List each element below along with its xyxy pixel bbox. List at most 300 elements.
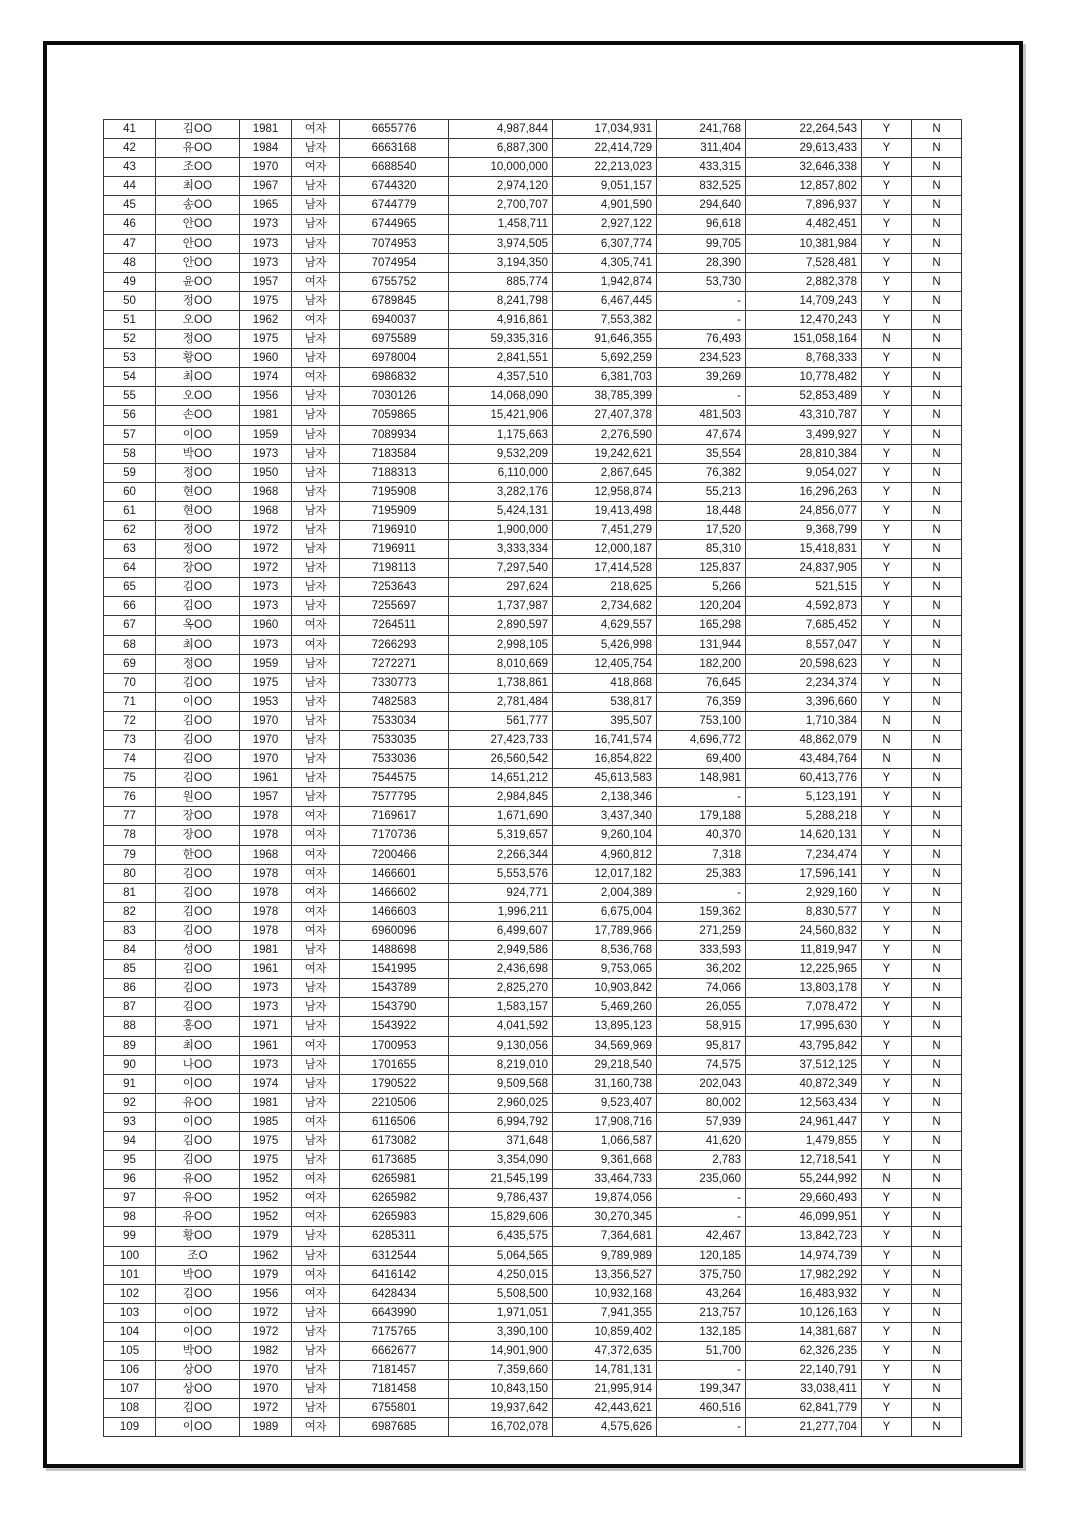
- cell-id: 7196910: [340, 520, 449, 539]
- cell-gender: 남자: [292, 387, 340, 406]
- table-row: [104, 406, 962, 425]
- cell-total: 40,872,349: [746, 1074, 862, 1093]
- cell-name: 현OO: [156, 482, 240, 501]
- cell-flag2: N: [912, 520, 962, 539]
- cell-total: 29,613,433: [746, 139, 862, 158]
- cell-year: 1970: [240, 731, 292, 750]
- cell-flag2: N: [912, 1208, 962, 1227]
- cell-total: 22,264,543: [746, 120, 862, 139]
- cell-amt1: 2,949,586: [449, 941, 553, 960]
- cell-flag2: N: [912, 444, 962, 463]
- cell-flag2: N: [912, 559, 962, 578]
- cell-no: 101: [104, 1265, 156, 1284]
- table-row: [104, 349, 962, 368]
- cell-id: 7533035: [340, 731, 449, 750]
- cell-amt1: 14,651,212: [449, 769, 553, 788]
- cell-year: 1973: [240, 1055, 292, 1074]
- cell-year: 1970: [240, 711, 292, 730]
- cell-flag2: N: [912, 1284, 962, 1303]
- cell-gender: 여자: [292, 158, 340, 177]
- cell-amt3: 120,204: [657, 597, 746, 616]
- cell-total: 9,368,799: [746, 520, 862, 539]
- cell-amt1: 27,423,733: [449, 731, 553, 750]
- cell-name: 박OO: [156, 444, 240, 463]
- cell-flag2: N: [912, 654, 962, 673]
- cell-total: 24,961,447: [746, 1112, 862, 1131]
- cell-gender: 여자: [292, 1189, 340, 1208]
- cell-year: 1975: [240, 1151, 292, 1170]
- cell-amt1: 1,900,000: [449, 520, 553, 539]
- table-row: [104, 1017, 962, 1036]
- cell-amt1: 2,974,120: [449, 177, 553, 196]
- cell-id: 7195908: [340, 482, 449, 501]
- cell-name: 황OO: [156, 1227, 240, 1246]
- cell-amt2: 6,307,774: [553, 234, 657, 253]
- cell-amt2: 17,414,528: [553, 559, 657, 578]
- cell-total: 16,296,263: [746, 482, 862, 501]
- cell-flag1: Y: [862, 1361, 912, 1380]
- cell-no: 94: [104, 1131, 156, 1150]
- cell-name: 원OO: [156, 788, 240, 807]
- cell-amt1: 3,974,505: [449, 234, 553, 253]
- cell-flag1: Y: [862, 616, 912, 635]
- cell-gender: 여자: [292, 960, 340, 979]
- cell-amt2: 8,536,768: [553, 941, 657, 960]
- cell-name: 손OO: [156, 406, 240, 425]
- cell-amt2: 12,017,182: [553, 864, 657, 883]
- cell-gender: 여자: [292, 120, 340, 139]
- cell-flag1: Y: [862, 253, 912, 272]
- cell-gender: 남자: [292, 291, 340, 310]
- cell-amt2: 9,789,989: [553, 1246, 657, 1265]
- cell-amt2: 91,646,355: [553, 330, 657, 349]
- table-row: [104, 310, 962, 329]
- cell-total: 16,483,932: [746, 1284, 862, 1303]
- cell-amt1: 8,241,798: [449, 291, 553, 310]
- cell-flag1: Y: [862, 1093, 912, 1112]
- cell-flag1: Y: [862, 1303, 912, 1322]
- cell-gender: 남자: [292, 425, 340, 444]
- table-row: [104, 501, 962, 520]
- cell-flag2: N: [912, 425, 962, 444]
- cell-amt2: 9,260,104: [553, 826, 657, 845]
- cell-total: 32,646,338: [746, 158, 862, 177]
- cell-amt3: -: [657, 788, 746, 807]
- cell-no: 80: [104, 864, 156, 883]
- cell-flag1: Y: [862, 1322, 912, 1341]
- cell-id: 7482583: [340, 692, 449, 711]
- cell-no: 76: [104, 788, 156, 807]
- cell-flag2: N: [912, 1074, 962, 1093]
- table-row: [104, 998, 962, 1017]
- cell-amt2: 4,901,590: [553, 196, 657, 215]
- cell-gender: 남자: [292, 597, 340, 616]
- cell-flag1: Y: [862, 234, 912, 253]
- cell-no: 88: [104, 1017, 156, 1036]
- cell-no: 60: [104, 482, 156, 501]
- cell-gender: 남자: [292, 501, 340, 520]
- cell-total: 22,140,791: [746, 1361, 862, 1380]
- cell-id: 1543922: [340, 1017, 449, 1036]
- cell-no: 71: [104, 692, 156, 711]
- cell-amt1: 4,916,861: [449, 310, 553, 329]
- cell-amt2: 418,868: [553, 673, 657, 692]
- cell-id: 6173082: [340, 1131, 449, 1150]
- cell-name: 이OO: [156, 1112, 240, 1131]
- cell-no: 77: [104, 807, 156, 826]
- cell-id: 7196911: [340, 540, 449, 559]
- cell-flag2: N: [912, 1055, 962, 1074]
- cell-flag1: Y: [862, 654, 912, 673]
- cell-year: 1978: [240, 864, 292, 883]
- cell-name: 장OO: [156, 826, 240, 845]
- cell-flag1: Y: [862, 444, 912, 463]
- cell-flag1: Y: [862, 158, 912, 177]
- cell-name: 황OO: [156, 349, 240, 368]
- table-row: [104, 1303, 962, 1322]
- table-row: [104, 769, 962, 788]
- cell-gender: 남자: [292, 941, 340, 960]
- cell-id: 6428434: [340, 1284, 449, 1303]
- cell-no: 107: [104, 1380, 156, 1399]
- cell-no: 95: [104, 1151, 156, 1170]
- cell-total: 17,995,630: [746, 1017, 862, 1036]
- cell-total: 43,310,787: [746, 406, 862, 425]
- table-row: [104, 1361, 962, 1380]
- cell-total: 12,470,243: [746, 310, 862, 329]
- cell-no: 54: [104, 368, 156, 387]
- cell-no: 106: [104, 1361, 156, 1380]
- cell-no: 81: [104, 883, 156, 902]
- cell-id: 6265981: [340, 1170, 449, 1189]
- cell-year: 1952: [240, 1189, 292, 1208]
- table-row: [104, 1055, 962, 1074]
- cell-total: 43,484,764: [746, 750, 862, 769]
- cell-total: 37,512,125: [746, 1055, 862, 1074]
- cell-flag1: Y: [862, 807, 912, 826]
- cell-gender: 남자: [292, 139, 340, 158]
- cell-amt2: 9,361,668: [553, 1151, 657, 1170]
- cell-name: 유OO: [156, 1170, 240, 1189]
- cell-total: 20,598,623: [746, 654, 862, 673]
- records-table-body: [104, 120, 962, 1437]
- cell-gender: 남자: [292, 1246, 340, 1265]
- cell-total: 28,810,384: [746, 444, 862, 463]
- cell-total: 5,288,218: [746, 807, 862, 826]
- cell-flag1: Y: [862, 960, 912, 979]
- cell-name: 오OO: [156, 387, 240, 406]
- cell-no: 70: [104, 673, 156, 692]
- cell-name: 김OO: [156, 1284, 240, 1303]
- cell-flag1: Y: [862, 1189, 912, 1208]
- cell-gender: 남자: [292, 540, 340, 559]
- cell-no: 105: [104, 1342, 156, 1361]
- cell-amt3: 202,043: [657, 1074, 746, 1093]
- cell-flag1: Y: [862, 1246, 912, 1265]
- cell-amt3: -: [657, 387, 746, 406]
- cell-amt1: 1,971,051: [449, 1303, 553, 1322]
- cell-flag1: Y: [862, 1151, 912, 1170]
- table-row: [104, 1112, 962, 1131]
- table-row: [104, 1170, 962, 1189]
- cell-name: 김OO: [156, 902, 240, 921]
- cell-total: 4,482,451: [746, 215, 862, 234]
- cell-amt2: 19,242,621: [553, 444, 657, 463]
- cell-amt1: 9,130,056: [449, 1036, 553, 1055]
- table-row: [104, 196, 962, 215]
- table-row: [104, 540, 962, 559]
- cell-amt3: 85,310: [657, 540, 746, 559]
- cell-name: 박OO: [156, 1342, 240, 1361]
- cell-year: 1973: [240, 253, 292, 272]
- cell-amt1: 1,738,861: [449, 673, 553, 692]
- cell-flag1: Y: [862, 998, 912, 1017]
- cell-amt2: 7,553,382: [553, 310, 657, 329]
- cell-amt2: 27,407,378: [553, 406, 657, 425]
- cell-no: 63: [104, 540, 156, 559]
- cell-gender: 여자: [292, 310, 340, 329]
- cell-year: 1973: [240, 635, 292, 654]
- cell-amt1: 371,648: [449, 1131, 553, 1150]
- cell-flag2: N: [912, 711, 962, 730]
- table-row: [104, 1322, 962, 1341]
- cell-flag2: N: [912, 1170, 962, 1189]
- cell-flag1: Y: [862, 1265, 912, 1284]
- table-row: [104, 444, 962, 463]
- cell-id: 6285311: [340, 1227, 449, 1246]
- cell-gender: 남자: [292, 750, 340, 769]
- cell-gender: 여자: [292, 272, 340, 291]
- table-row: [104, 1131, 962, 1150]
- cell-name: 김OO: [156, 731, 240, 750]
- cell-flag1: Y: [862, 979, 912, 998]
- cell-amt3: 76,359: [657, 692, 746, 711]
- cell-amt1: 2,781,484: [449, 692, 553, 711]
- cell-amt1: 59,335,316: [449, 330, 553, 349]
- cell-name: 김OO: [156, 960, 240, 979]
- table-row: [104, 902, 962, 921]
- cell-amt1: 2,825,270: [449, 979, 553, 998]
- cell-amt2: 13,895,123: [553, 1017, 657, 1036]
- cell-flag2: N: [912, 177, 962, 196]
- cell-total: 60,413,776: [746, 769, 862, 788]
- cell-amt1: 1,175,663: [449, 425, 553, 444]
- cell-flag2: N: [912, 215, 962, 234]
- cell-amt1: 7,359,660: [449, 1361, 553, 1380]
- table-row: [104, 941, 962, 960]
- table-row: [104, 692, 962, 711]
- cell-amt2: 14,781,131: [553, 1361, 657, 1380]
- cell-id: 6755801: [340, 1399, 449, 1418]
- cell-amt2: 33,464,733: [553, 1170, 657, 1189]
- cell-id: 6940037: [340, 310, 449, 329]
- cell-total: 2,234,374: [746, 673, 862, 692]
- cell-amt2: 2,867,645: [553, 463, 657, 482]
- table-row: [104, 807, 962, 826]
- cell-year: 1981: [240, 120, 292, 139]
- cell-year: 1979: [240, 1265, 292, 1284]
- cell-total: 1,479,855: [746, 1131, 862, 1150]
- cell-name: 정OO: [156, 540, 240, 559]
- cell-amt2: 2,138,346: [553, 788, 657, 807]
- cell-year: 1973: [240, 234, 292, 253]
- cell-flag2: N: [912, 960, 962, 979]
- cell-flag2: N: [912, 1227, 962, 1246]
- table-row: [104, 654, 962, 673]
- cell-amt1: 16,702,078: [449, 1418, 553, 1437]
- cell-id: 7188313: [340, 463, 449, 482]
- cell-total: 12,718,541: [746, 1151, 862, 1170]
- cell-gender: 남자: [292, 578, 340, 597]
- cell-name: 한OO: [156, 845, 240, 864]
- cell-gender: 남자: [292, 234, 340, 253]
- cell-id: 6744779: [340, 196, 449, 215]
- cell-flag1: Y: [862, 673, 912, 692]
- cell-name: 김OO: [156, 864, 240, 883]
- cell-flag2: N: [912, 482, 962, 501]
- cell-flag2: N: [912, 845, 962, 864]
- cell-gender: 남자: [292, 788, 340, 807]
- cell-amt1: 2,890,597: [449, 616, 553, 635]
- cell-flag1: Y: [862, 1036, 912, 1055]
- cell-id: 6960096: [340, 921, 449, 940]
- cell-total: 12,225,965: [746, 960, 862, 979]
- cell-no: 83: [104, 921, 156, 940]
- table-row: [104, 368, 962, 387]
- cell-amt2: 12,958,874: [553, 482, 657, 501]
- cell-no: 91: [104, 1074, 156, 1093]
- cell-no: 53: [104, 349, 156, 368]
- cell-amt1: 6,435,575: [449, 1227, 553, 1246]
- cell-year: 1978: [240, 902, 292, 921]
- cell-id: 6116506: [340, 1112, 449, 1131]
- cell-gender: 남자: [292, 1399, 340, 1418]
- cell-total: 14,709,243: [746, 291, 862, 310]
- cell-amt3: -: [657, 1418, 746, 1437]
- cell-amt3: 43,264: [657, 1284, 746, 1303]
- cell-amt3: 35,554: [657, 444, 746, 463]
- cell-amt1: 4,357,510: [449, 368, 553, 387]
- cell-no: 79: [104, 845, 156, 864]
- cell-flag1: Y: [862, 1342, 912, 1361]
- cell-gender: 남자: [292, 979, 340, 998]
- cell-amt1: 2,436,698: [449, 960, 553, 979]
- cell-flag1: Y: [862, 1284, 912, 1303]
- cell-amt2: 10,903,842: [553, 979, 657, 998]
- cell-no: 85: [104, 960, 156, 979]
- table-row: [104, 387, 962, 406]
- cell-amt3: 271,259: [657, 921, 746, 940]
- cell-name: 이OO: [156, 1322, 240, 1341]
- cell-flag2: N: [912, 387, 962, 406]
- cell-name: 김OO: [156, 750, 240, 769]
- cell-id: 7533034: [340, 711, 449, 730]
- cell-amt1: 2,841,551: [449, 349, 553, 368]
- cell-id: 7059865: [340, 406, 449, 425]
- table-row: [104, 597, 962, 616]
- cell-amt3: 55,213: [657, 482, 746, 501]
- cell-year: 1961: [240, 769, 292, 788]
- cell-amt2: 1,942,874: [553, 272, 657, 291]
- cell-amt3: 17,520: [657, 520, 746, 539]
- cell-flag2: N: [912, 597, 962, 616]
- cell-name: 조O: [156, 1246, 240, 1265]
- cell-amt1: 14,068,090: [449, 387, 553, 406]
- cell-flag2: N: [912, 731, 962, 750]
- table-row: [104, 921, 962, 940]
- cell-name: 김OO: [156, 998, 240, 1017]
- cell-id: 6662677: [340, 1342, 449, 1361]
- cell-name: 김OO: [156, 1399, 240, 1418]
- cell-amt1: 1,583,157: [449, 998, 553, 1017]
- cell-id: 1701655: [340, 1055, 449, 1074]
- cell-amt2: 16,854,822: [553, 750, 657, 769]
- cell-amt1: 3,333,334: [449, 540, 553, 559]
- cell-year: 1972: [240, 1303, 292, 1322]
- cell-no: 89: [104, 1036, 156, 1055]
- table-row: [104, 1399, 962, 1418]
- cell-amt2: 42,443,621: [553, 1399, 657, 1418]
- cell-id: 6744320: [340, 177, 449, 196]
- cell-no: 46: [104, 215, 156, 234]
- cell-id: 6643990: [340, 1303, 449, 1322]
- cell-no: 65: [104, 578, 156, 597]
- cell-amt2: 2,004,389: [553, 883, 657, 902]
- cell-flag2: N: [912, 1342, 962, 1361]
- cell-amt1: 924,771: [449, 883, 553, 902]
- cell-flag1: Y: [862, 120, 912, 139]
- cell-flag2: N: [912, 883, 962, 902]
- cell-flag1: Y: [862, 387, 912, 406]
- cell-gender: 남자: [292, 1093, 340, 1112]
- cell-total: 4,592,873: [746, 597, 862, 616]
- cell-gender: 남자: [292, 711, 340, 730]
- cell-name: 이OO: [156, 1418, 240, 1437]
- cell-gender: 여자: [292, 826, 340, 845]
- cell-flag2: N: [912, 234, 962, 253]
- cell-name: 현OO: [156, 501, 240, 520]
- cell-flag1: Y: [862, 941, 912, 960]
- cell-amt3: 53,730: [657, 272, 746, 291]
- cell-amt1: 9,532,209: [449, 444, 553, 463]
- cell-amt3: 40,370: [657, 826, 746, 845]
- cell-name: 최OO: [156, 177, 240, 196]
- cell-amt2: 34,569,969: [553, 1036, 657, 1055]
- cell-flag1: Y: [862, 1131, 912, 1150]
- cell-no: 100: [104, 1246, 156, 1265]
- cell-amt1: 8,219,010: [449, 1055, 553, 1074]
- cell-no: 103: [104, 1303, 156, 1322]
- cell-total: 5,123,191: [746, 788, 862, 807]
- cell-amt3: 433,315: [657, 158, 746, 177]
- cell-flag1: Y: [862, 902, 912, 921]
- cell-flag2: N: [912, 1189, 962, 1208]
- cell-flag2: N: [912, 578, 962, 597]
- cell-year: 1973: [240, 979, 292, 998]
- cell-amt2: 395,507: [553, 711, 657, 730]
- table-row: [104, 826, 962, 845]
- cell-amt2: 22,414,729: [553, 139, 657, 158]
- cell-flag2: N: [912, 540, 962, 559]
- cell-flag1: Y: [862, 1418, 912, 1437]
- cell-flag2: N: [912, 291, 962, 310]
- cell-amt3: 28,390: [657, 253, 746, 272]
- cell-flag1: Y: [862, 1112, 912, 1131]
- cell-name: 안OO: [156, 234, 240, 253]
- cell-name: 이OO: [156, 1303, 240, 1322]
- cell-year: 1973: [240, 578, 292, 597]
- cell-gender: 여자: [292, 864, 340, 883]
